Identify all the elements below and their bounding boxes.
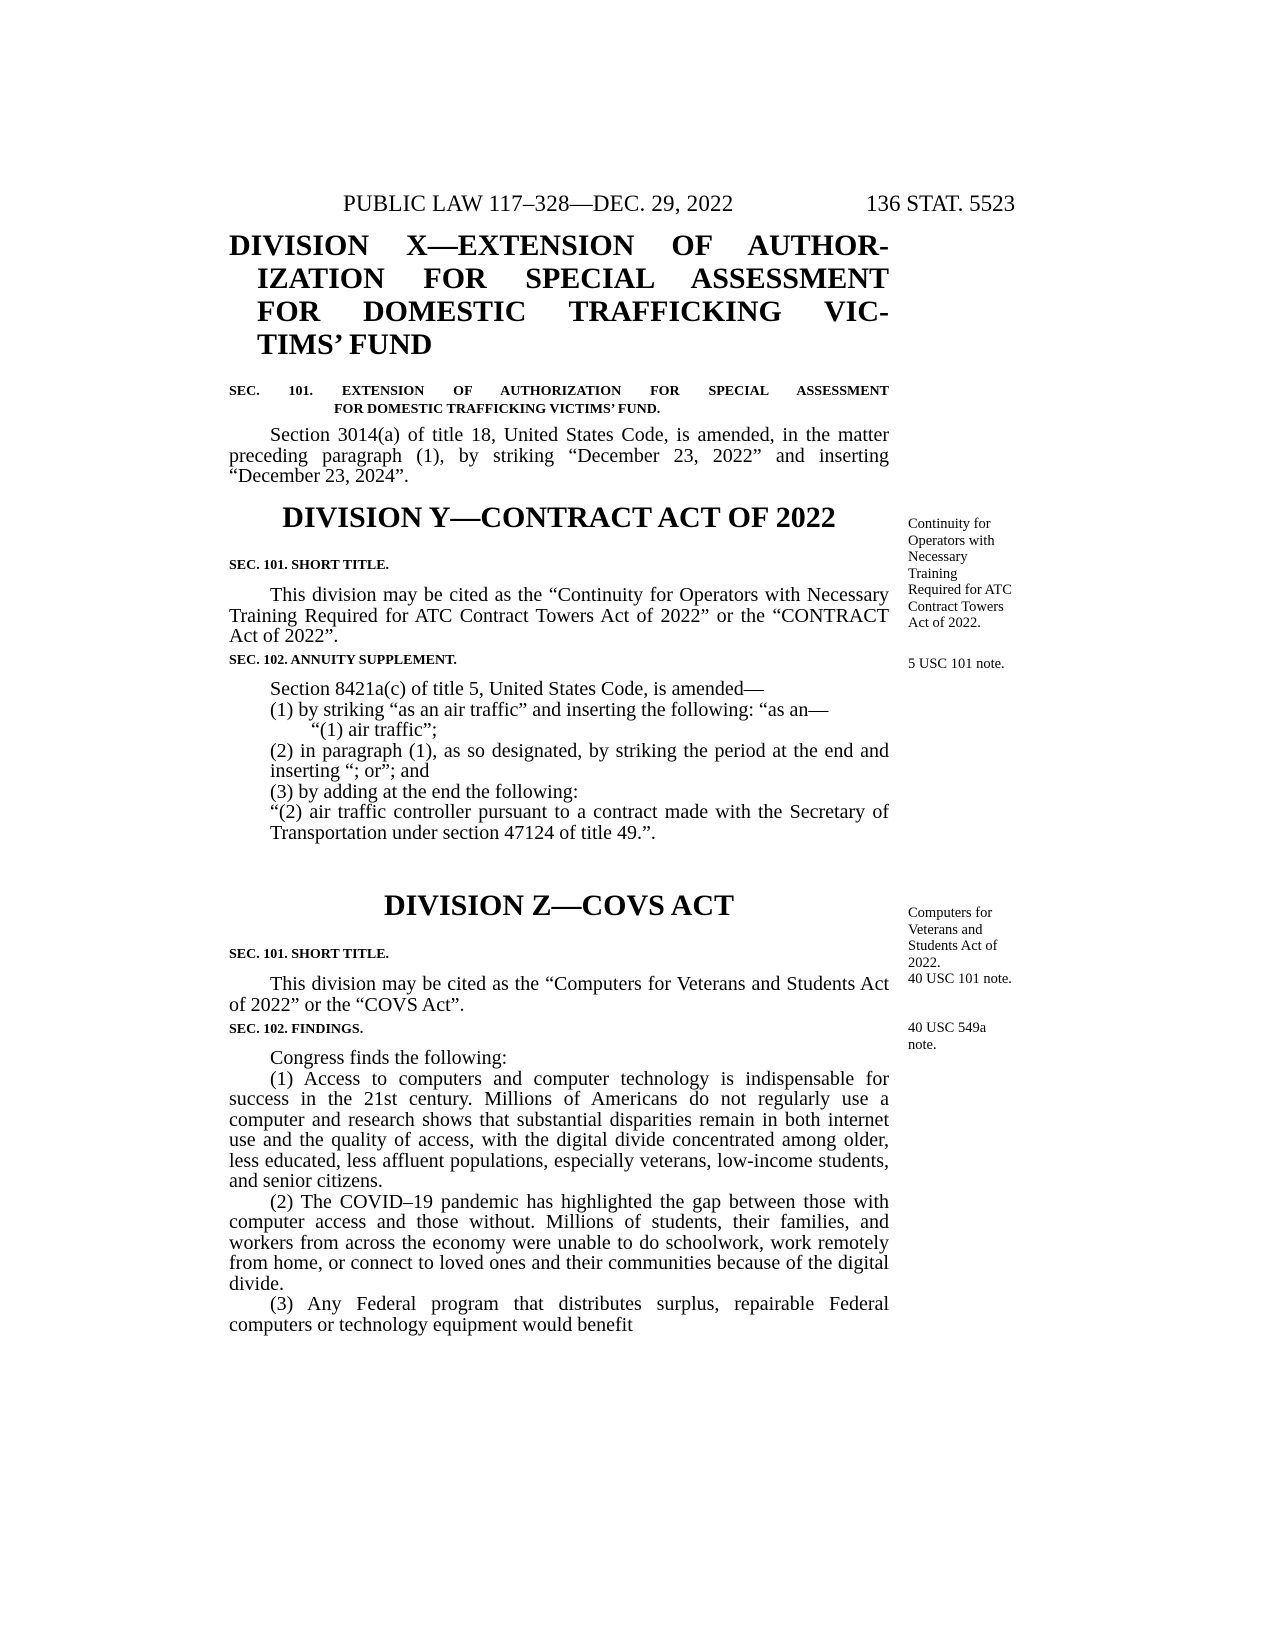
division-x-title-line: DIVISION X—EXTENSION OF AUTHOR- [229, 229, 889, 262]
section-text: This division may be cited as the “Continuity for Operators with Necessary Training Required for ATC Contract Towers Act of 2022” or the “CONTRACT Act of 2022”. [229, 584, 889, 647]
division-z-title: DIVISION Z—COVS ACT [383, 889, 735, 922]
division-y-title: DIVISION Y—CONTRACT ACT OF 2022 [282, 501, 836, 534]
paragraph: (1) by striking “as an air traffic” and inserting the following: “as an— [270, 698, 829, 721]
quoted-paragraph: “(1) air traffic”; [311, 719, 438, 741]
division-y [229, 501, 889, 534]
page-number: 136 STAT. 5523 [866, 191, 1016, 216]
division-x-title-line: IZATION FOR SPECIAL ASSESSMENT [257, 262, 889, 295]
running-header-title: PUBLIC LAW 117–328—DEC. 29, 2022 [343, 191, 734, 216]
margin-note-short-title: Continuity for Operators with Necessary Training Required for ATC Contract Towers Act of 2022. [908, 516, 1012, 631]
quoted-paragraph: “(2) air traffic controller pursuant to a contract made with the Secretary of Transportation under section 47124 of title 49.”. [270, 801, 889, 844]
section-heading: SEC. 101. EXTENSION OF AUTHORIZATION FOR SPECIAL ASSESSMENT [229, 384, 889, 399]
section-text: Section 3014(a) of title 18, United States Code, is amended, in the matter preceding paragraph (1), by striking “December 23, 2022” and inserting “December 23, 2024”. [229, 424, 889, 487]
margin-note-short-title: Computers for Veterans and Students Act of 2022. 40 USC 101 note. [908, 905, 1012, 987]
section-text: This division may be cited as the “Computers for Veterans and Students Act of 2022” or the “COVS Act”. [229, 973, 889, 1016]
division-z-sec101 [229, 946, 889, 1015]
paragraph: (3) by adding at the end the following: [270, 780, 579, 803]
section-heading: SEC. 101. SHORT TITLE. [229, 558, 390, 573]
division-z [229, 889, 889, 922]
paragraph [229, 741, 889, 782]
division-x-title-line: TIMS’ FUND [257, 328, 433, 361]
finding-paragraph: (3) Any Federal program that distributes surplus, repairable Federal computers or technology equipment would benefit [229, 1293, 889, 1336]
division-x-title-line: FOR DOMESTIC TRAFFICKING VIC- [257, 295, 889, 328]
division-z-sec102 [229, 1021, 889, 1335]
division-x-sec101 [229, 383, 889, 487]
section-heading-cont: FOR DOMESTIC TRAFFICKING VICTIMS’ FUND. [334, 402, 661, 417]
division-x-title [229, 229, 889, 361]
section-text: Section 8421a(c) of title 5, United States Code, is amended— [270, 678, 764, 700]
section-heading: SEC. 102. FINDINGS. [229, 1022, 364, 1037]
margin-note-usc-citation: 5 USC 101 note. [908, 656, 1005, 672]
section-heading: SEC. 102. ANNUITY SUPPLEMENT. [229, 653, 457, 668]
margin-note-usc-citation: 40 USC 549a note. [908, 1020, 987, 1053]
finding-paragraph: (2) The COVID–19 pandemic has highlighted the gap between those with computer access and those without. Millions of students, their families, and workers from across the economy were unable to do schoolwork, work remotely from home, or connect to loved ones and their communities because of the digital divide. [229, 1190, 889, 1295]
section-heading: SEC. 101. SHORT TITLE. [229, 947, 390, 962]
paragraph-text: (2) in paragraph (1), as so designated, by striking the period at the end and inserting “; or”; and [270, 739, 889, 782]
division-y-sec102 [229, 652, 889, 843]
finding-paragraph: (1) Access to computers and computer technology is indispensable for success in the 21st century. Millions of Americans do not regularly use a computer and research shows that substantial disparities remain in both internet use and the quality of access, with the digital divide concentrated among older, less educated, less affluent populations, especially veterans, low-income students, and senior citizens. [229, 1067, 889, 1192]
section-text: Congress finds the following: [270, 1047, 508, 1069]
division-y-sec101 [229, 557, 889, 647]
